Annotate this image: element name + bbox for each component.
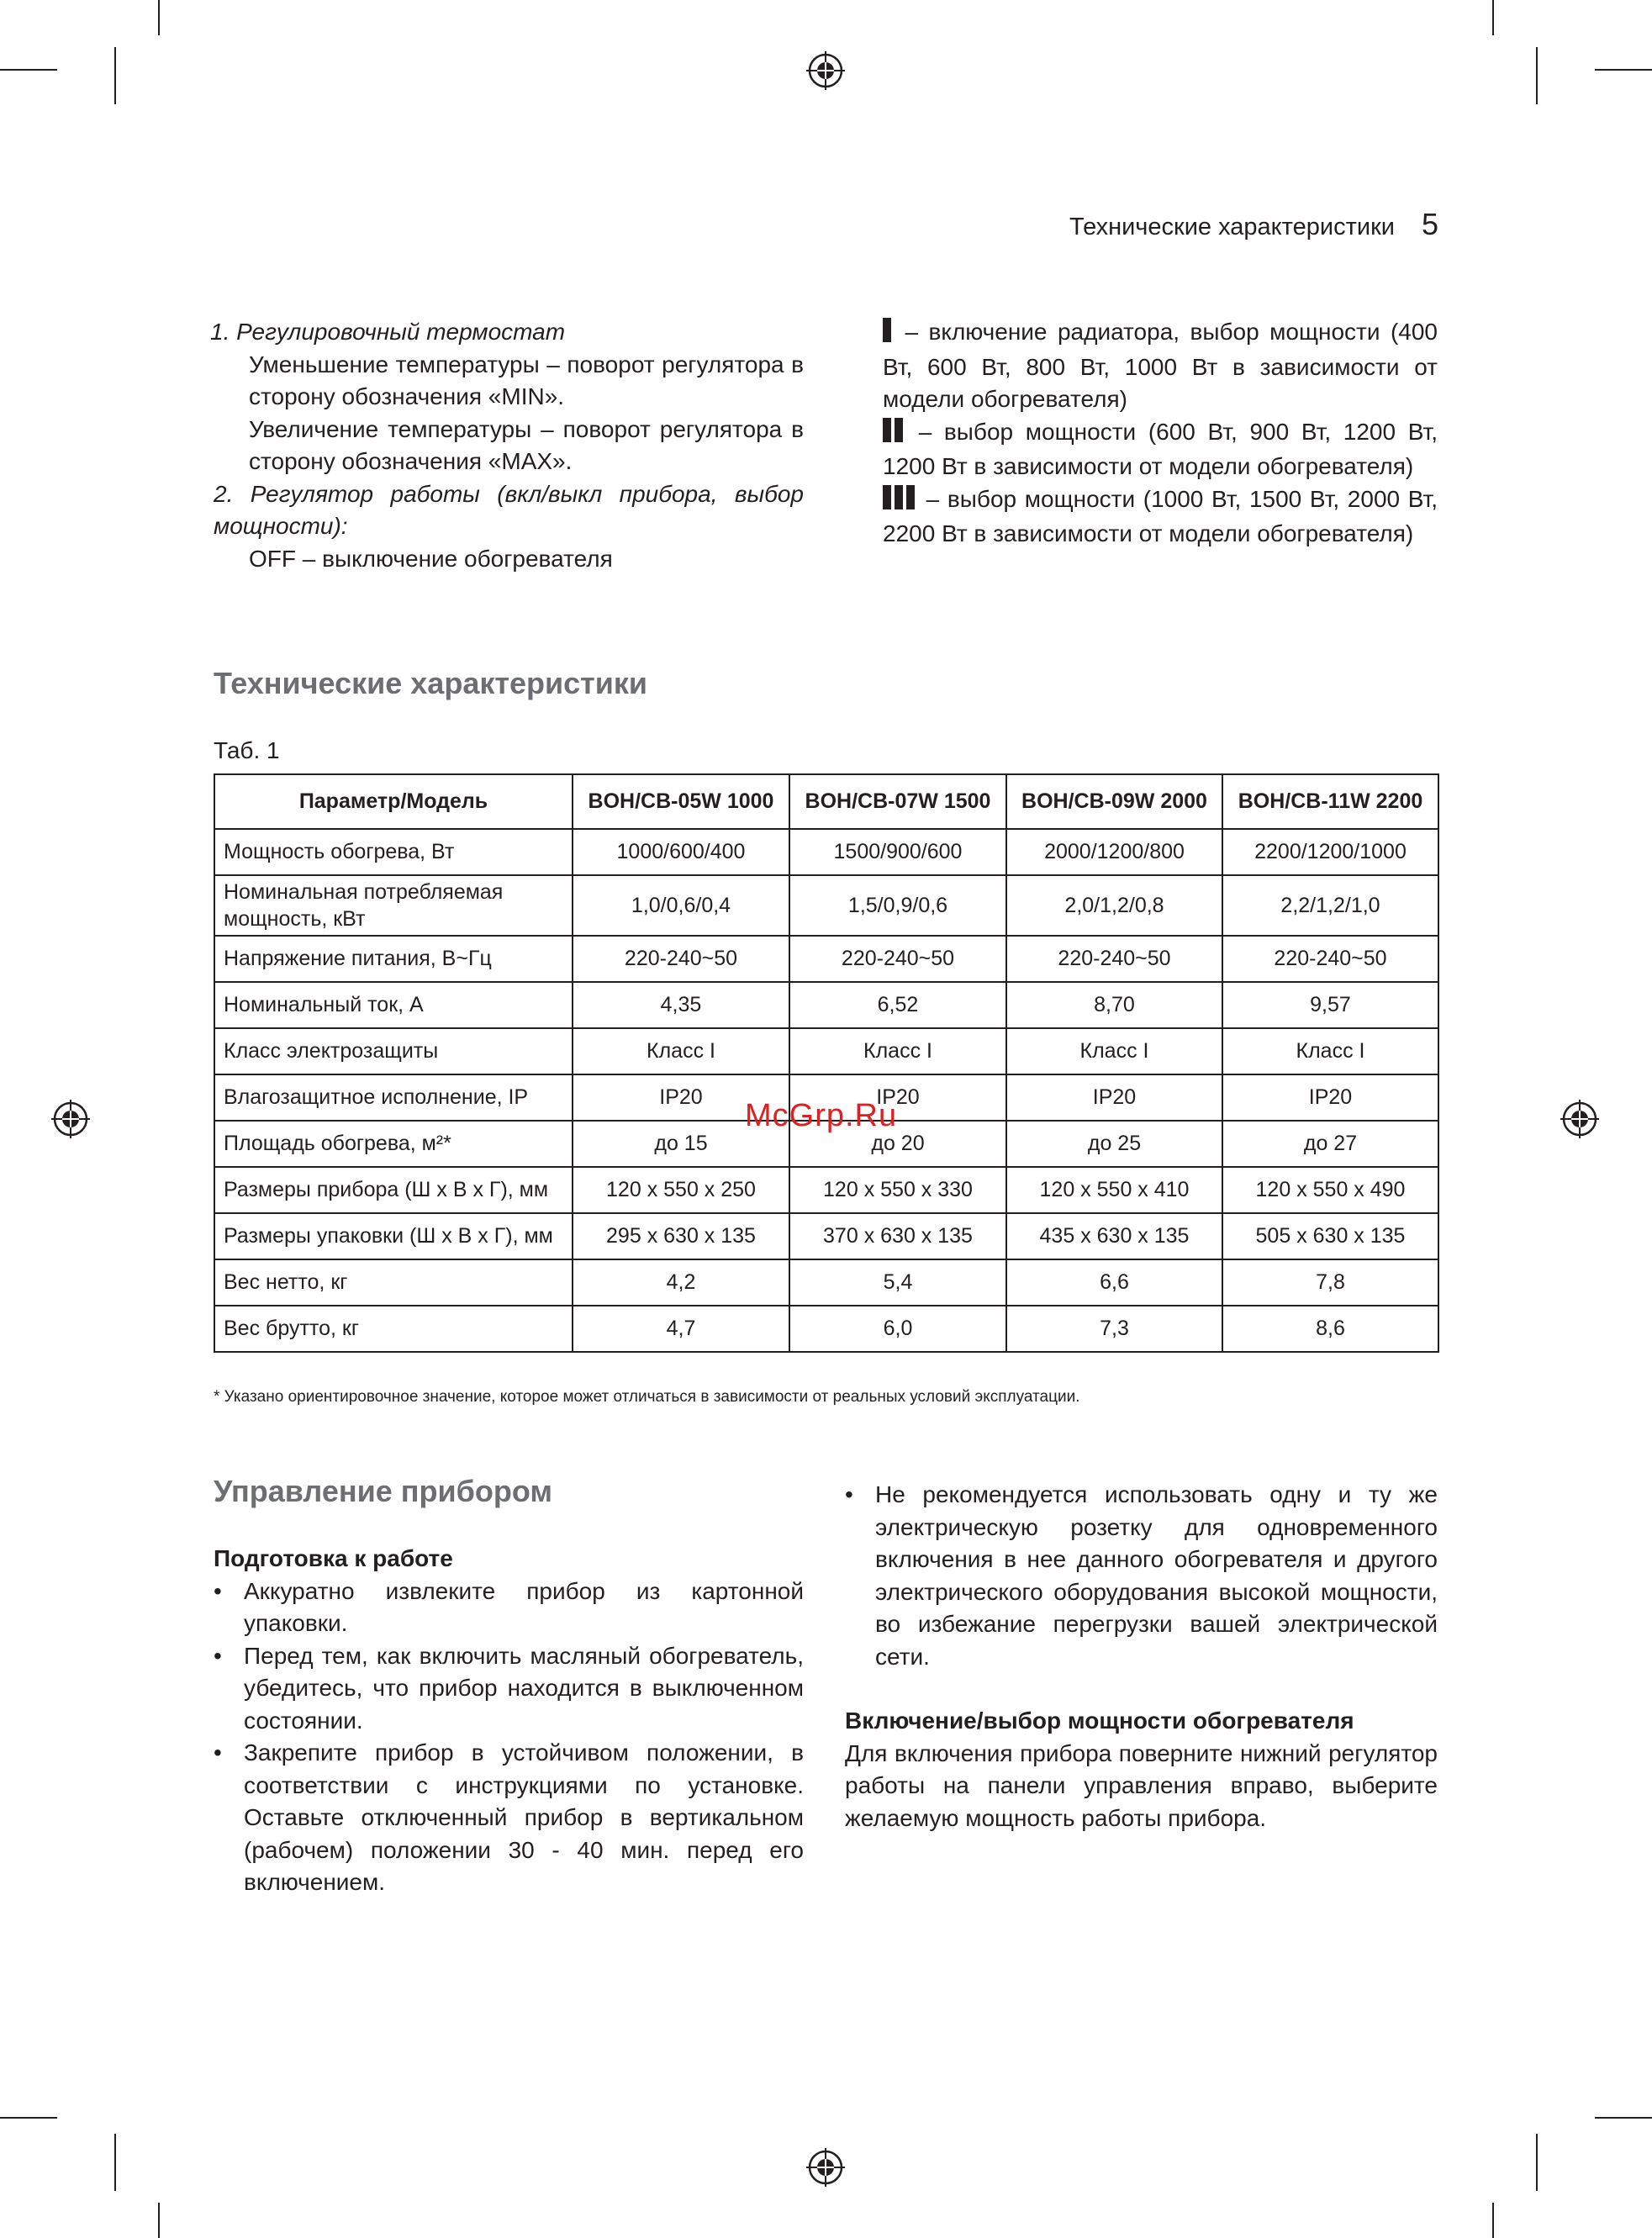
table-cell: 4,2 <box>573 1259 789 1306</box>
operation-right-column <box>845 1479 1438 1834</box>
table-cell: 2,2/1,2/1,0 <box>1222 875 1438 936</box>
table-header-cell: Параметр/Модель <box>214 774 573 829</box>
page-number: 5 <box>1421 207 1438 241</box>
table-row <box>214 936 1438 982</box>
table-cell: Класс I <box>573 1028 789 1074</box>
crop-mark <box>0 2117 57 2119</box>
table-cell: 1500/900/600 <box>789 829 1006 875</box>
mode-1-description <box>883 316 1438 416</box>
power-level-3-icon <box>883 485 918 519</box>
table-cell: 6,52 <box>789 982 1006 1028</box>
operation-left-column <box>214 1543 804 1899</box>
crop-mark <box>1492 0 1494 35</box>
table-cell: 120 x 550 x 330 <box>789 1167 1006 1213</box>
table-row <box>214 875 1438 936</box>
table-cell-param: Класс электрозащиты <box>214 1028 573 1074</box>
table-row <box>214 1259 1438 1306</box>
table-label: Таб. 1 <box>214 737 280 763</box>
list-item: • Перед тем, как включить масляный обогреватель, убедитесь, что прибор находится в выключенном состоянии. <box>214 1640 804 1738</box>
table-cell: 505 x 630 x 135 <box>1222 1213 1438 1259</box>
table-cell: 7,3 <box>1006 1306 1222 1352</box>
controls-right-column <box>883 316 1438 551</box>
table-cell: 220-240~50 <box>1006 936 1222 982</box>
table-cell: 435 x 630 x 135 <box>1006 1213 1222 1259</box>
table-cell-param: Размеры упаковки (Ш х В х Г), мм <box>214 1213 573 1259</box>
crop-mark <box>0 69 57 71</box>
table-row <box>214 829 1438 875</box>
off-description: OFF – выключение обогревателя <box>249 545 613 572</box>
table-header-row <box>214 774 1438 829</box>
table-cell-param: Вес брутто, кг <box>214 1306 573 1352</box>
list-item: • Закрепите прибор в устойчивом положении, в соответствии с инструкциями по установке. Оставьте отключенный прибор в вертикальном (рабочем) положении 30 - 40 мин. перед его включением. <box>214 1737 804 1899</box>
mode-2-description <box>883 416 1438 483</box>
mode-2-text: – выбор мощности (600 Вт, 900 Вт, 1200 Вт, 1200 Вт в зависимости от модели обогревателя) <box>883 418 1438 479</box>
table-cell-param: Размеры прибора (Ш х В х Г), мм <box>214 1167 573 1213</box>
power-level-2-icon <box>883 418 906 451</box>
table-cell-param: Номинальная потребляемая мощность, кВт <box>214 875 573 936</box>
power-level-1-icon <box>883 318 895 351</box>
crop-mark <box>1536 47 1538 104</box>
table-cell: 370 x 630 x 135 <box>789 1213 1006 1259</box>
thermostat-title: 1. Регулировочный термостат <box>210 319 566 345</box>
table-cell-param: Мощность обогрева, Вт <box>214 829 573 875</box>
registration-mark-icon <box>51 1100 90 1138</box>
outlet-warning-list <box>845 1479 1438 1673</box>
crop-mark <box>1595 69 1652 71</box>
specs-table <box>214 773 1439 1353</box>
table-cell: 220-240~50 <box>1222 936 1438 982</box>
crop-mark <box>158 2203 160 2238</box>
crop-mark <box>1595 2117 1652 2119</box>
crop-mark <box>1536 2134 1538 2191</box>
thermostat-decrease: Уменьшение температуры – поворот регулятора в сторону обозначения «MIN». <box>249 351 804 409</box>
table-cell: 5,4 <box>789 1259 1006 1306</box>
table-cell: Класс I <box>789 1028 1006 1074</box>
crop-mark <box>114 2134 116 2191</box>
table-header-cell: BOH/CB-05W 1000 <box>573 774 789 829</box>
mode-selector-title: 2. Регулятор работы (вкл/выкл прибора, выбор мощности): <box>214 480 804 539</box>
table-cell: 220-240~50 <box>573 936 789 982</box>
crop-mark <box>1492 2203 1494 2238</box>
table-cell: до 15 <box>573 1121 789 1167</box>
power-subheading: Включение/выбор мощности обогревателя <box>845 1708 1354 1734</box>
table-cell: 6,0 <box>789 1306 1006 1352</box>
table-cell: 6,6 <box>1006 1259 1222 1306</box>
table-cell: 7,8 <box>1222 1259 1438 1306</box>
table-cell: 8,70 <box>1006 982 1222 1028</box>
table-cell: Класс I <box>1222 1028 1438 1074</box>
table-cell: 1,0/0,6/0,4 <box>573 875 789 936</box>
controls-left-column <box>210 316 804 575</box>
operation-heading: Управление прибором <box>214 1474 552 1508</box>
table-header-cell: BOH/CB-07W 1500 <box>789 774 1006 829</box>
table-cell: 9,57 <box>1222 982 1438 1028</box>
table-cell: IP20 <box>1222 1074 1438 1121</box>
table-cell-param: Площадь обогрева, м²* <box>214 1121 573 1167</box>
table-cell: 4,35 <box>573 982 789 1028</box>
crop-mark <box>158 0 160 35</box>
table-cell: 120 x 550 x 410 <box>1006 1167 1222 1213</box>
table-cell: IP20 <box>789 1074 1006 1121</box>
table-cell: IP20 <box>573 1074 789 1121</box>
table-cell: Класс I <box>1006 1028 1222 1074</box>
table-cell: 2000/1200/800 <box>1006 829 1222 875</box>
running-header <box>1069 207 1438 242</box>
table-cell: 120 x 550 x 490 <box>1222 1167 1438 1213</box>
table-header-cell: BOH/CB-09W 2000 <box>1006 774 1222 829</box>
crop-mark <box>114 47 116 104</box>
power-paragraph: Для включения прибора поверните нижний регулятор работы на панели управления вправо, выберите желаемую мощность работы прибора. <box>845 1739 1438 1831</box>
registration-mark-icon <box>806 2148 845 2187</box>
thermostat-increase: Увеличение температуры – поворот регулятора в сторону обозначения «MAX». <box>249 415 804 474</box>
table-cell: 2200/1200/1000 <box>1222 829 1438 875</box>
running-header-title: Технические характеристики <box>1069 214 1395 240</box>
table-row <box>214 1306 1438 1352</box>
table-cell: 8,6 <box>1222 1306 1438 1352</box>
specs-heading: Технические характеристики <box>214 666 648 700</box>
table-cell: 220-240~50 <box>789 936 1006 982</box>
table-cell: 1000/600/400 <box>573 829 789 875</box>
table-cell-param: Влагозащитное исполнение, IP <box>214 1074 573 1121</box>
table-cell: до 27 <box>1222 1121 1438 1167</box>
table-cell: 120 x 550 x 250 <box>573 1167 789 1213</box>
table-footnote: * Указано ориентировочное значение, которое может отличаться в зависимости от реальных условий эксплуатации. <box>214 1388 1080 1406</box>
table-cell-param: Номинальный ток, А <box>214 982 573 1028</box>
list-item: • Не рекомендуется использовать одну и ту же электрическую розетку для одновременного включения в нее данного обогревателя и другого электрического оборудования высокой мощности, во избежание перегрузки вашей электрической сети. <box>845 1479 1438 1673</box>
table-cell-param: Вес нетто, кг <box>214 1259 573 1306</box>
table-cell: до 25 <box>1006 1121 1222 1167</box>
mode-3-text: – выбор мощности (1000 Вт, 1500 Вт, 2000 Вт, 2200 Вт в зависимости от модели обогревателя) <box>883 485 1438 546</box>
prep-list <box>214 1576 804 1899</box>
table-cell: IP20 <box>1006 1074 1222 1121</box>
table-cell: 1,5/0,9/0,6 <box>789 875 1006 936</box>
registration-mark-icon <box>806 51 845 90</box>
watermark: McGrp.Ru <box>745 1098 898 1133</box>
mode-3-description <box>883 483 1438 551</box>
table-cell: 4,7 <box>573 1306 789 1352</box>
table-row <box>214 1167 1438 1213</box>
prep-subheading: Подготовка к работе <box>214 1545 453 1571</box>
mode-1-text: – включение радиатора, выбор мощности (400 Вт, 600 Вт, 800 Вт, 1000 Вт в зависимости от модели обогревателя) <box>883 319 1438 412</box>
list-item: • Аккуратно извлеките прибор из картонной упаковки. <box>214 1576 804 1640</box>
table-row <box>214 1028 1438 1074</box>
table-header-cell: BOH/CB-11W 2200 <box>1222 774 1438 829</box>
table-cell: 295 x 630 x 135 <box>573 1213 789 1259</box>
table-cell: 2,0/1,2/0,8 <box>1006 875 1222 936</box>
table-cell-param: Напряжение питания, В~Гц <box>214 936 573 982</box>
table-cell: до 20 <box>789 1121 1006 1167</box>
table-row <box>214 1213 1438 1259</box>
table-row <box>214 982 1438 1028</box>
registration-mark-icon <box>1560 1100 1599 1138</box>
